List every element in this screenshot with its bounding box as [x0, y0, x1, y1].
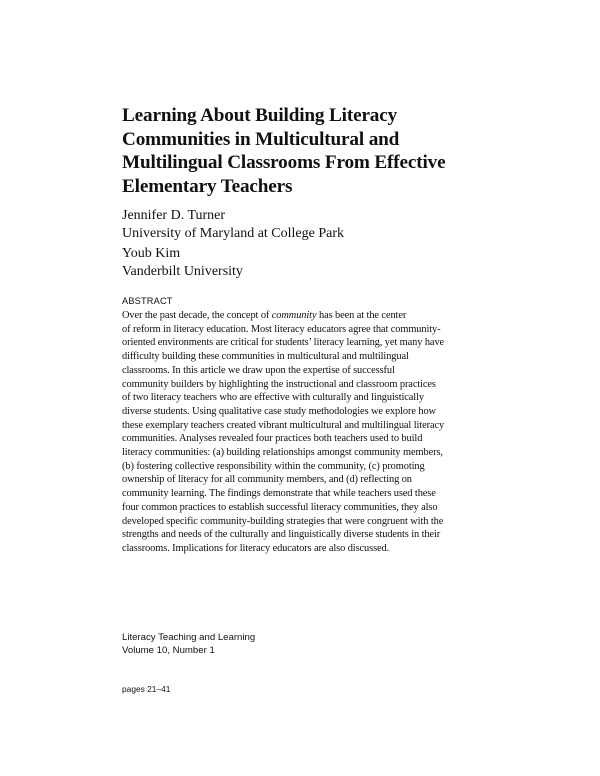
abstract-line: ownership of literacy for all community members, and (d) reflecting on [122, 474, 412, 486]
abstract-line: difficulty building these communities in multicultural and multilingual [122, 351, 409, 363]
abstract-line: community learning. The findings demonstrate that while teachers used these [122, 488, 436, 500]
abstract-body [122, 309, 472, 556]
abstract-line: classrooms. In this article we draw upon the expertise of successful [122, 364, 395, 376]
abstract-line [122, 309, 472, 323]
abstract-line: developed specific community-building strategies that were congruent with the [122, 515, 444, 527]
abstract-line: four common practices to establish successful literacy communities, they also [122, 501, 438, 513]
abstract-line: strengths and needs of the culturally and linguistically diverse students in their [122, 529, 441, 541]
author-affiliation: University of Maryland at College Park [122, 225, 345, 241]
author-name: Jennifer D. Turner [122, 208, 226, 223]
author-name: Youb Kim [122, 246, 181, 261]
author-block-2 [122, 245, 482, 280]
title-line: Multilingual Classrooms From Effective [122, 152, 446, 173]
title-line: Learning About Building Literacy [122, 105, 398, 126]
abstract-line: community builders by highlighting the instructional and classroom practices [122, 378, 436, 390]
abstract-line: communities. Analyses revealed four practices both teachers used to build [122, 433, 423, 445]
title-line: Communities in Multicultural and [122, 128, 400, 150]
author-block-1 [122, 207, 482, 242]
abstract-emphasis: community [271, 310, 317, 321]
abstract-heading: ABSTRACT [122, 296, 173, 306]
abstract-line: literacy communities: (a) building relationships amongst community members, [122, 447, 443, 459]
article-title [122, 104, 502, 198]
abstract-line: classrooms. Implications for literacy educators are also discussed. [122, 542, 390, 554]
abstract-line: of reform in literacy education. Most literacy educators agree that community- [122, 323, 441, 335]
abstract-text: has been at the center [316, 310, 407, 321]
abstract-line: of two literacy teachers who are effective with culturally and linguistically [122, 392, 424, 404]
abstract-line: (b) fostering collective responsibility within the community, (c) promoting [122, 460, 425, 472]
abstract-line: diverse students. Using qualitative case study methodologies we explore how [122, 405, 436, 417]
page-range: pages 21–41 [122, 684, 171, 694]
abstract-line: these exemplary teachers created vibrant multicultural and multilingual literacy [122, 419, 445, 431]
title-line: Elementary Teachers [122, 175, 293, 197]
author-affiliation: Vanderbilt University [122, 263, 243, 279]
journal-info [122, 631, 255, 657]
abstract-text: Over the past decade, the concept of [122, 310, 272, 321]
journal-volume: Volume 10, Number 1 [122, 645, 215, 656]
abstract-line: oriented environments are critical for students’ literacy learning, yet many have [122, 337, 445, 349]
journal-name: Literacy Teaching and Learning [122, 632, 256, 643]
